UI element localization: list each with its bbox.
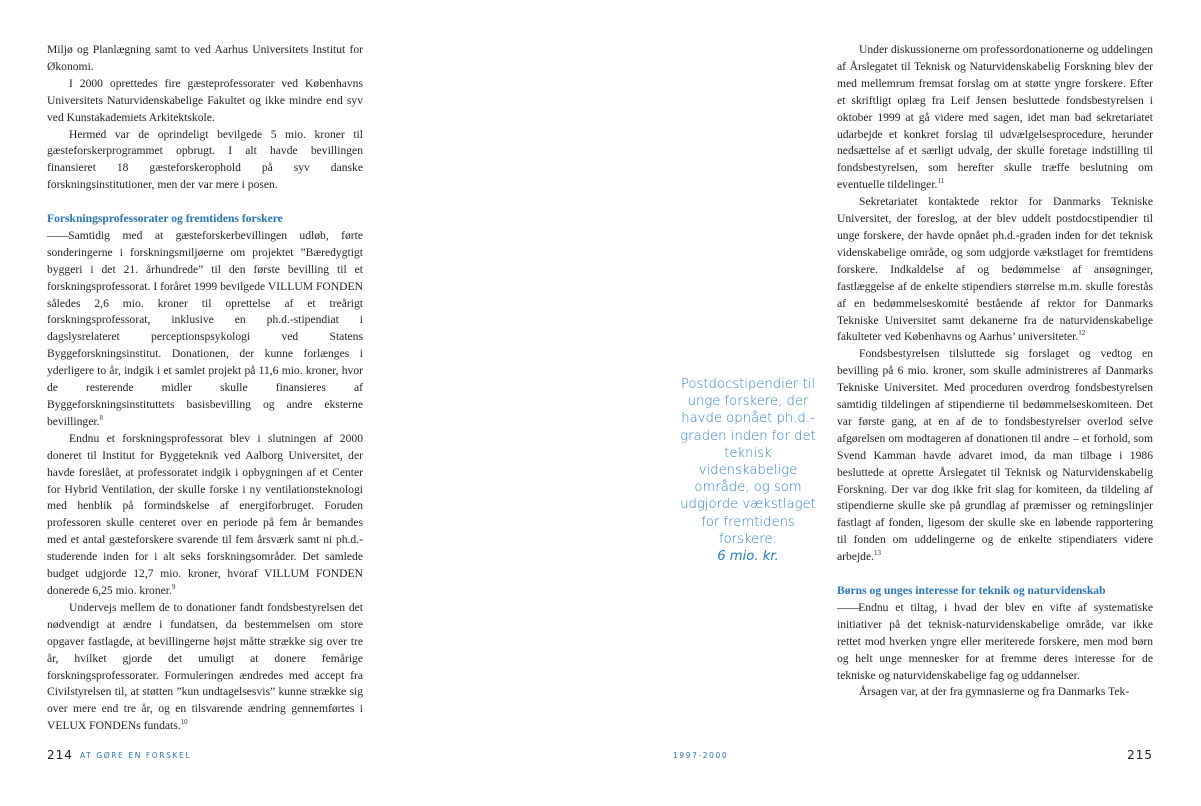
footnote-ref: 8 xyxy=(99,414,103,423)
paragraph: I 2000 oprettedes fire gæsteprofessorater ved Københavns Universitets Naturvidenskabelige Fakultet og ikke mindre end syv ved Kunstakademiets Arkitektskole. xyxy=(47,76,363,124)
right-page-column xyxy=(837,42,1153,701)
paragraph: Undervejs mellem de to donationer fandt fondsbestyrelsen det nødvendigt at ændre i fundatsen, da bestemmelsen om store opgaver fastlagde, at bevillingerne højst måtte strække sig over tre år, hvilket gjorde det umuligt at donere femårige forskningsprofessorater. Formuleringen ændredes med accept fra Civilstyrelsen til, at støtten ”kun undtagelsesvis” kunne strække sig over mere end tre år, og en tilsvarende ændring gennemførtes i VELUX FONDENs fundats.$^{10}$ xyxy=(47,600,363,733)
paragraph: —— Samtidig med at gæsteforskerbevillingen udløb, førte sonderingerne i forskningsmiljøerne om projektet ”Bæredygtigt byggeri i det 21. århundrede” til den første bevilling til et forskningsprofessorat. I foråret 1999 bevilgede VILLUM FONDEN således 2,6 mio. kroner til oprettelse af et treårigt forskningsprofessorat, inklusive en ph.d.-stipendiat i dagslysrelateret perceptionspsykologi ved Statens Byggeforskningsinstitut. Donationen, der kunne forlænges i yderligere to år, indgik i et samlet projekt på 11,6 mio. kroner, hvor de resterende midler skulle finansieres af Byggeforskningsinstituttets basisbevilling og andre eksterne bevillinger.$^8$ xyxy=(47,228,363,431)
footnote-ref: 12 xyxy=(1078,329,1086,338)
pull-quote-amount: 6 mio. kr. xyxy=(717,549,779,565)
paragraph: Miljø og Planlægning samt to ved Aarhus Universitets Institut for Økonomi. xyxy=(47,43,363,73)
pull-quote xyxy=(673,376,823,565)
section-heading: Børns og unges interesse for teknik og naturvidenskab xyxy=(837,583,1106,597)
footnote-ref: 10 xyxy=(180,718,188,727)
footnote-ref: 13 xyxy=(874,549,882,558)
paragraph: Årsagen var, at der fra gymnasierne og fra Danmarks Tek- xyxy=(859,685,1130,699)
page-number-left: 214 xyxy=(47,748,73,762)
paragraph: Endnu et forskningsprofessorat blev i slutningen af 2000 doneret til Institut for Byggeteknik ved Aalborg Universitet, der havde foreslået, at professoratet indgik i opbygningen af et Center for Hybrid Ventilation, der skulle forske i ny ventilationsteknologi med henblik på formindskelse af energiforbruget. Foruden professoren skulle centeret over en periode på fem år bemandes med et antal gæsteforskere svarende til fem årsværk samt ni ph.d.-studerende inden for i alt seks forskningsområder. Det samlede budget udgjorde 12,7 mio. kroner, hvoraf VILLUM FONDEN donerede 6,25 mio. kroner.$^9$ xyxy=(47,431,363,597)
section-heading: Forskningsprofessorater og fremtidens forskere xyxy=(47,212,283,226)
paragraph: Sekretariatet kontaktede rektor for Danmarks Tekniske Universitet, der foreslog, at der blev uddelt postdocstipendier til unge forskere, der havde opnået ph.d.-graden inden for det teknisk videnskabelige område, og som udgjorde vækstlaget for fremtidens forskere. Indkaldelse af og bedømmelse af ansøgninger, fastlæggelse af de enkelte stipendiers størrelse m.m. skulle forestås af en bedømmelseskomité bestående af rektor for Danmarks Tekniske Universitet samt dekanerne fra de naturvidenskabelige fakulteter ved Københavns og Aarhus’ universiteter.$^{12}$ xyxy=(837,195,1153,344)
paragraph: Hermed var de oprindeligt bevilgede 5 mio. kroner til gæsteforskerprogrammet opbrugt. I alt havde bevillingen finansieret 18 gæsteforskerophold på syv danske forskningsinstitutioner, men der var mere i posen. xyxy=(47,127,363,192)
footnote-ref: 9 xyxy=(171,583,176,592)
left-page-column xyxy=(47,42,363,735)
footnote-ref: 11 xyxy=(937,177,945,186)
running-head-center: 1997-2000 xyxy=(673,751,729,760)
paragraph: Under diskussionerne om professordonationerne og uddelingen af Årslegatet til Teknisk og Naturvidenskabelig Forskning blev der med mellemrum fremsat forslag om at støtte yngre forskere. Efter et skriftligt oplæg fra Leif Jensen besluttede fondsbestyrelsen i oktober 1999 at gå videre med sagen, idet man bad sekretariatet udarbejde et konkret forslag til udvælgelsesprocedure, herunder nedsættelse af et særligt udvalg, der skulle foretage indstilling til fondsbestyrelsen, som herefter skulle træffe beslutning om eventuelle tildelinger.$^{11}$ xyxy=(837,43,1153,192)
running-head-left: AT GØRE EN FORSKEL xyxy=(80,751,192,760)
paragraph: —— Endnu et tiltag, i hvad der blev en vifte af systematiske initiativer på det teknisk-naturvidenskabelige område, var ikke rettet mod hverken yngre eller meriterede forskere, men mod børn og helt unge mennesker for at fremme deres interesse for de tekniske og naturvidenskabelige fag og uddannelser. xyxy=(837,600,1153,685)
pull-quote-text: Postdocstipendier til unge forskere, der havde opnået ph.d.-graden inden for det teknisk videnskabelige område, og som udgjorde vækstlaget for fremtidens forskere: xyxy=(680,377,816,547)
page-number-right: 215 xyxy=(1127,748,1153,762)
paragraph: Fondsbestyrelsen tilsluttede sig forslaget og vedtog en bevilling på 6 mio. kroner, som skulle administreres af Danmarks Tekniske Universitet. Med proceduren overdrog fondsbestyrelsen samtidig tildelingen af stipendierne til bedømmelseskomiteen. Det var første gang, at en af de to fondsbestyrelser overlod selve afgørelsen om modtageren af donationen til andre – et forhold, som Svend Kamman havde advaret imod, da man tilbage i 1986 besluttede at oprette Årslegatet til Teknisk og Naturvidenskabelig Forskning. Der var dog ikke frit slag for komiteen, da tildeling af stipendierne skulle ske på grundlag af præmisser og retningslinjer fastlagt af fonden, ligesom der skulle ske en løbende rapportering til fonden om uddelingerne og de enkelte stipendiaters videre arbejde.$^{13}$ xyxy=(837,347,1153,564)
